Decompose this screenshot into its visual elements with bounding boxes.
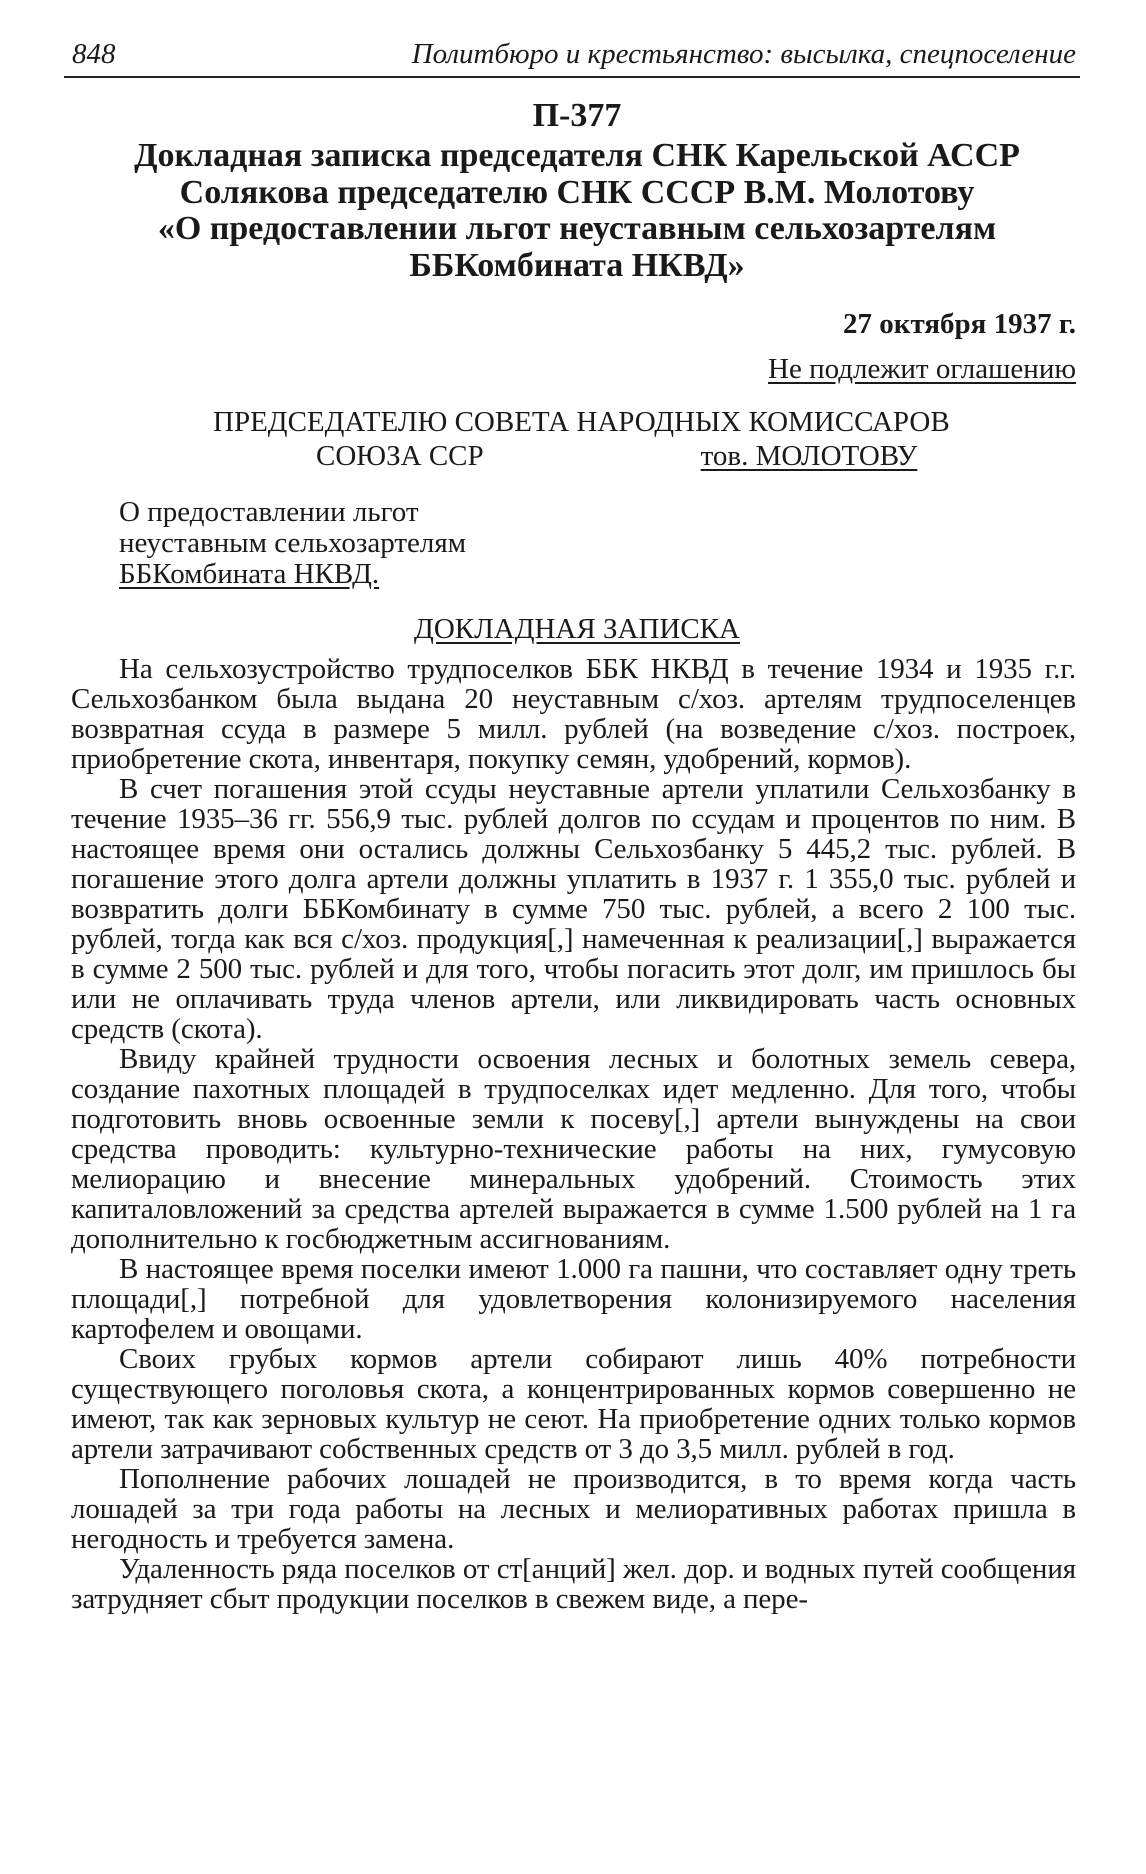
document-date: 27 октября 1937 г. [843,308,1076,340]
memo-title-text: ДОКЛАДНАЯ ЗАПИСКА [414,613,740,645]
heading-line: «О предоставлении льгот неуставным сельхозартелям [157,210,997,247]
subject-block [64,497,1080,590]
subject-line-underlined: ББКомбината НКВД. [119,558,380,590]
classification-text: Не подлежит оглашению [768,353,1076,385]
subject-line [119,559,1080,590]
heading-line: Солякова председателю СНК СССР В.М. Молотову [179,173,975,211]
addressee-name: тов. МОЛОТОВУ [700,440,918,472]
memo-body [64,654,1076,1614]
body-paragraph: Пополнение рабочих лошадей не производится, в то время когда часть лошадей за три года работы на лесных и мелиоративных работах пришла в негодность и требуется замена. [71,1463,1076,1555]
addressee-line: ПРЕДСЕДАТЕЛЮ СОВЕТА НАРОДНЫХ КОМИССАРОВ [213,406,950,438]
body-paragraph: На сельхозустройство трудпоселков ББК НКВД в течение 1934 и 1935 г.г. Сельхозбанком была выдана 20 неуставным с/хоз. артелям трудпоселенцев возвратная ссуда в размере 5 милл. рублей (на возведение с/хоз. построек, приобретение скота, инвентаря, покупку семян, удобрений, кормов). [71,653,1076,775]
body-paragraph: В настоящее время поселки имеют 1.000 га пашни, что составляет одну треть площади[,] потребной для удовлетворения колонизируемого населения картофелем и овощами. [71,1253,1076,1345]
body-paragraph: Удаленность ряда поселков от ст[анций] жел. дор. и водных путей сообщения затрудняет сбыт продукции поселков в свежем виде, а пере- [71,1553,1076,1615]
classification-mark [64,351,1080,387]
memo-title [64,612,1080,646]
subject-line: неуставным сельхозартелям [119,527,467,559]
document-number: П-377 [532,97,622,134]
addressee-block [64,405,1080,473]
subject-line: О предоставлении льгот [119,496,419,528]
addressee-line-2 [213,439,1080,473]
body-paragraph: Ввиду крайней трудности освоения лесных и болотных земель севера, создание пахотных площадей в трудпоселках идет медленно. Для того, чтобы подготовить вновь освоенные земли к посеву[,] артели вынуждены на свои средства проводить: культурно-технические работы на них, гумусовую мелиорацию и внесение минеральных удобрений. Стоимость этих капиталовложений за средства артелей выражается в сумме 1.500 рублей на 1 га дополнительно к госбюджетным ассигнованиям. [71,1043,1076,1255]
document-heading [64,138,1080,284]
page-number: 848 [72,38,116,70]
body-paragraph: В счет погашения этой ссуды неуставные артели уплатили Сельхозбанку в течение 1935–36 гг. 556,9 тыс. рублей долгов по ссудам и процентов по ним. В настоящее время они остались должны Сельхозбанку 5 445,2 тыс. рублей. В погашение этого долга артели должны уплатить в 1937 г. 1 355,0 тыс. рублей и возвратить долги ББКомбинату в сумме 750 тыс. рублей, а всего 2 100 тыс. рублей, тогда как вся с/хоз. продукция[,] намеченная к реализации[,] выражается в сумме 2 500 тыс. рублей и для того, чтобы погасить этот долг, им пришлось бы или не оплачивать труда членов артели, или ликвидировать часть основных средств (скота). [71,773,1076,1045]
running-title: Политбюро и крестьянство: высылка, спецпоселение [411,38,1076,70]
running-header [64,32,1080,78]
document-page [64,32,1080,1614]
heading-line: ББКомбината НКВД» [409,246,745,284]
addressee-state: СОЮЗА ССР [316,440,484,472]
heading-line: Докладная записка председателя СНК Карельской АССР [134,137,1020,174]
body-paragraph: Своих грубых кормов артели собирают лишь 40% потребности существующего поголовья скота, а концентрированных кормов совершенно не имеют, так как зерновых культур не сеют. На приобретение одних только кормов артели затрачивают собственных средств от 3 до 3,5 милл. рублей в год. [71,1343,1076,1465]
